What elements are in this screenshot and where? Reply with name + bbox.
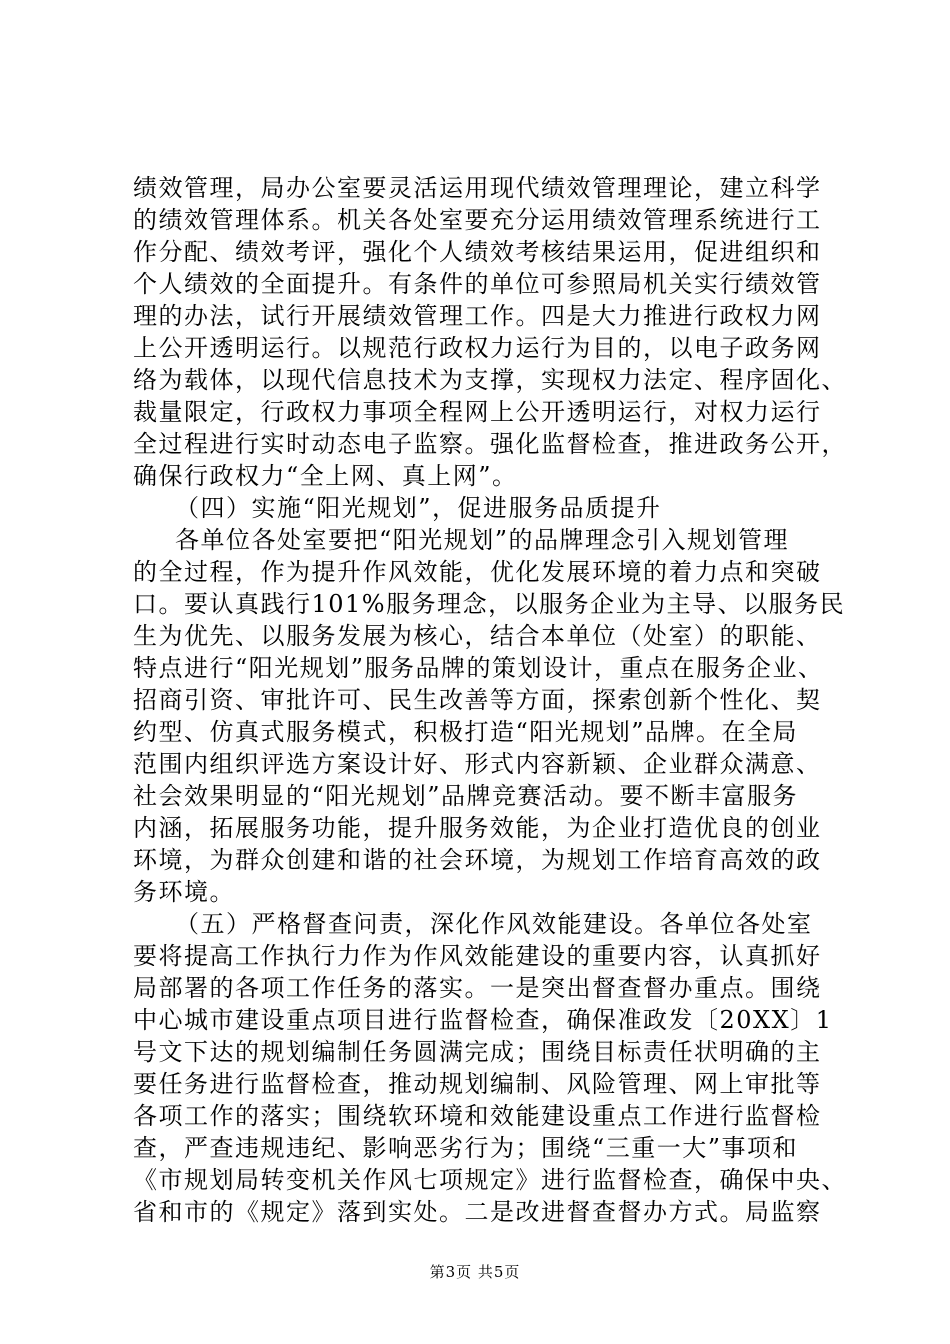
text-line: 上公开透明运行。以规范行政权力运行为目的，以电子政务网	[133, 334, 822, 362]
text-line: 要将提高工作执行力作为作风效能建设的重要内容，认真抓好	[133, 942, 822, 970]
text-line: 环境，为群众创建和谐的社会环境，为规划工作培育高效的政	[133, 846, 822, 874]
text-line: 确保行政权力“全上网、真上网”。	[133, 462, 518, 490]
section-heading: （四）实施“阳光规划”，促进服务品质提升	[175, 494, 662, 522]
body-text	[133, 172, 847, 1228]
text-line: 各项工作的落实；围绕软环境和效能建设重点工作进行监督检	[133, 1102, 822, 1130]
text-line: 口。要认真践行101%服务理念，以服务企业为主导、以服务民	[133, 590, 846, 618]
text-line: 的全过程，作为提升作风效能，优化发展环境的着力点和突破	[133, 558, 822, 586]
page-number: 第3页 共5页	[429, 1263, 521, 1281]
page-footer	[0, 1262, 950, 1282]
text-line: 务环境。	[133, 878, 235, 906]
text-line: 省和市的《规定》落到实处。二是改进督查督办方式。局监察	[133, 1198, 822, 1226]
text-line: 《市规划局转变机关作风七项规定》进行监督检查，确保中央、	[133, 1166, 847, 1194]
section-heading: （五）严格督查问责，深化作风效能建设。各单位各处室	[175, 910, 813, 938]
text-line: 理的办法，试行开展绩效管理工作。四是大力推进行政权力网	[133, 302, 822, 330]
text-line: 内涵，拓展服务功能，提升服务效能，为企业打造优良的创业	[133, 814, 822, 842]
text-line: 络为载体，以现代信息技术为支撑，实现权力法定、程序固化、	[133, 366, 847, 394]
text-line: 约型、仿真式服务模式，积极打造“阳光规划”品牌。在全局	[133, 718, 799, 746]
text-line: 裁量限定，行政权力事项全程网上公开透明运行，对权力运行	[133, 398, 822, 426]
text-line: 范围内组织评选方案设计好、形式内容新颖、企业群众满意、	[133, 750, 822, 778]
text-line: 局部署的各项工作任务的落实。一是突出督查督办重点。围绕	[133, 974, 822, 1002]
text-line: 查，严查违规违纪、影响恶劣行为；围绕“三重一大”事项和	[133, 1134, 799, 1162]
text-line: 生为优先、以服务发展为核心，结合本单位（处室）的职能、	[133, 622, 822, 650]
text-line: 号文下达的规划编制任务圆满完成；围绕目标责任状明确的主	[133, 1038, 822, 1066]
text-line: 全过程进行实时动态电子监察。强化监督检查，推进政务公开，	[133, 430, 847, 458]
text-line: 的绩效管理体系。机关各处室要充分运用绩效管理系统进行工	[133, 206, 822, 234]
text-line: 中心城市建设重点项目进行监督检查，确保准政发〔20XX〕1	[133, 1006, 833, 1034]
text-line: 作分配、绩效考评，强化个人绩效考核结果运用，促进组织和	[133, 238, 822, 266]
text-line: 各单位各处室要把“阳光规划”的品牌理念引入规划管理	[175, 526, 790, 554]
text-line: 特点进行“阳光规划”服务品牌的策划设计，重点在服务企业、	[133, 654, 824, 682]
text-line: 要任务进行监督检查，推动规划编制、风险管理、网上审批等	[133, 1070, 822, 1098]
text-line: 招商引资、审批许可、民生改善等方面，探索创新个性化、契	[133, 686, 822, 714]
text-line: 个人绩效的全面提升。有条件的单位可参照局机关实行绩效管	[133, 270, 822, 298]
text-line: 绩效管理，局办公室要灵活运用现代绩效管理理论，建立科学	[133, 174, 822, 202]
text-line: 社会效果明显的“阳光规划”品牌竞赛活动。要不断丰富服务	[133, 782, 799, 810]
